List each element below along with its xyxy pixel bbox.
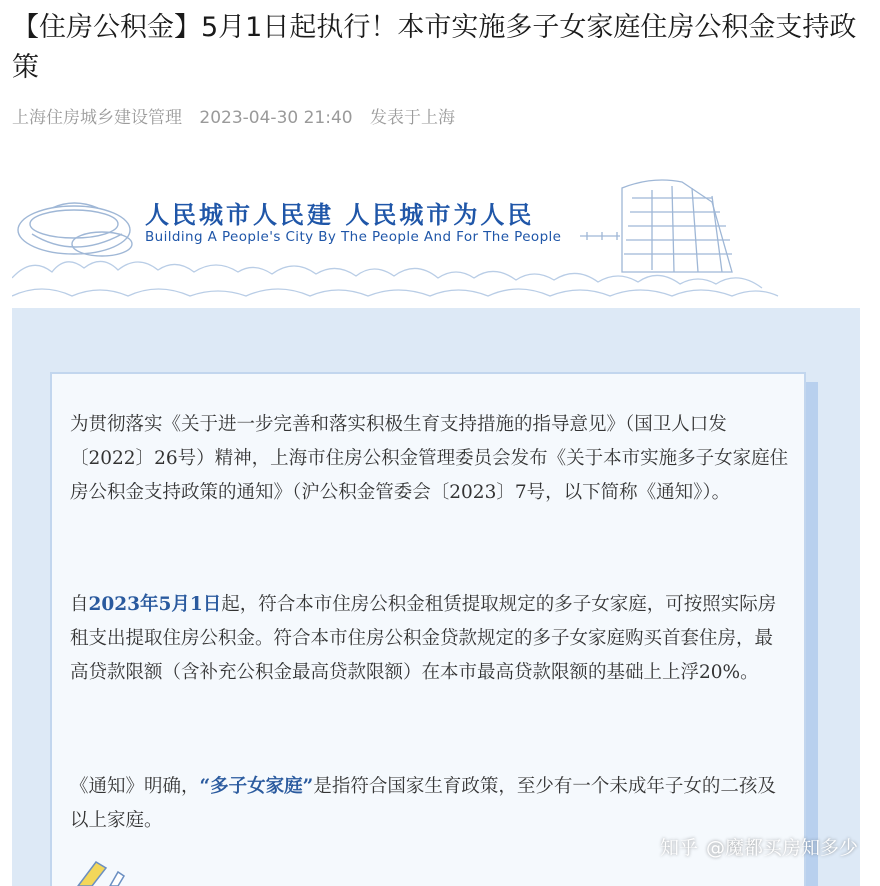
p2-rest: 起，符合本市住房公积金租赁提取规定的多子女家庭，可按照实际房租支出提取住房公积金。符合本市住房公积金贷款规定的多子女家庭购买首套住房，最高贷款限额（含补充公积金最高贷款限额）在本市最高贷款限额的基础上上浮20%。	[70, 594, 777, 683]
paragraph-intro: 为贯彻落实《关于进一步完善和落实积极生育支持措施的指导意见》（国卫人口发〔2022〕26号）精神，上海市住房公积金管理委员会发布《关于本市实施多子女家庭住房公积金支持政策的通知》（沪公积金管委会〔2023〕7号，以下简称《通知》）。	[70, 414, 789, 503]
publish-datetime: 2023-04-30 21:40	[199, 108, 353, 128]
paragraph-effective-date	[70, 588, 790, 690]
effective-date-highlight: 2023年5月1日	[88, 594, 222, 615]
article-meta	[12, 103, 467, 128]
zhihu-watermark	[660, 833, 858, 860]
banner-slogan-en: Building A People's City By The People And For The People	[145, 229, 562, 245]
paragraph-definition	[70, 770, 790, 838]
article-title: 【住房公积金】5月1日起执行！本市实施多子女家庭住房公积金支持政策	[12, 12, 857, 83]
p2-prefix: 自	[70, 594, 89, 615]
zhihu-logo: 知乎	[659, 837, 698, 859]
header-banner	[12, 168, 860, 308]
pencil-decoration-icon	[70, 856, 140, 886]
watermark-handle: @魔都买房知多少	[705, 837, 858, 859]
banner-slogan: 人民城市人民建 人民城市为人民	[145, 201, 535, 229]
author-name[interactable]: 上海住房城乡建设管理	[12, 108, 182, 128]
p3-rest: 是指符合国家生育政策，至少有一个未成年子女的二孩及以上家庭。	[70, 776, 776, 831]
publish-location: 发表于上海	[370, 108, 456, 128]
p3-prefix: 《通知》明确，	[70, 776, 200, 797]
definition-highlight: “多子女家庭”	[199, 776, 314, 797]
